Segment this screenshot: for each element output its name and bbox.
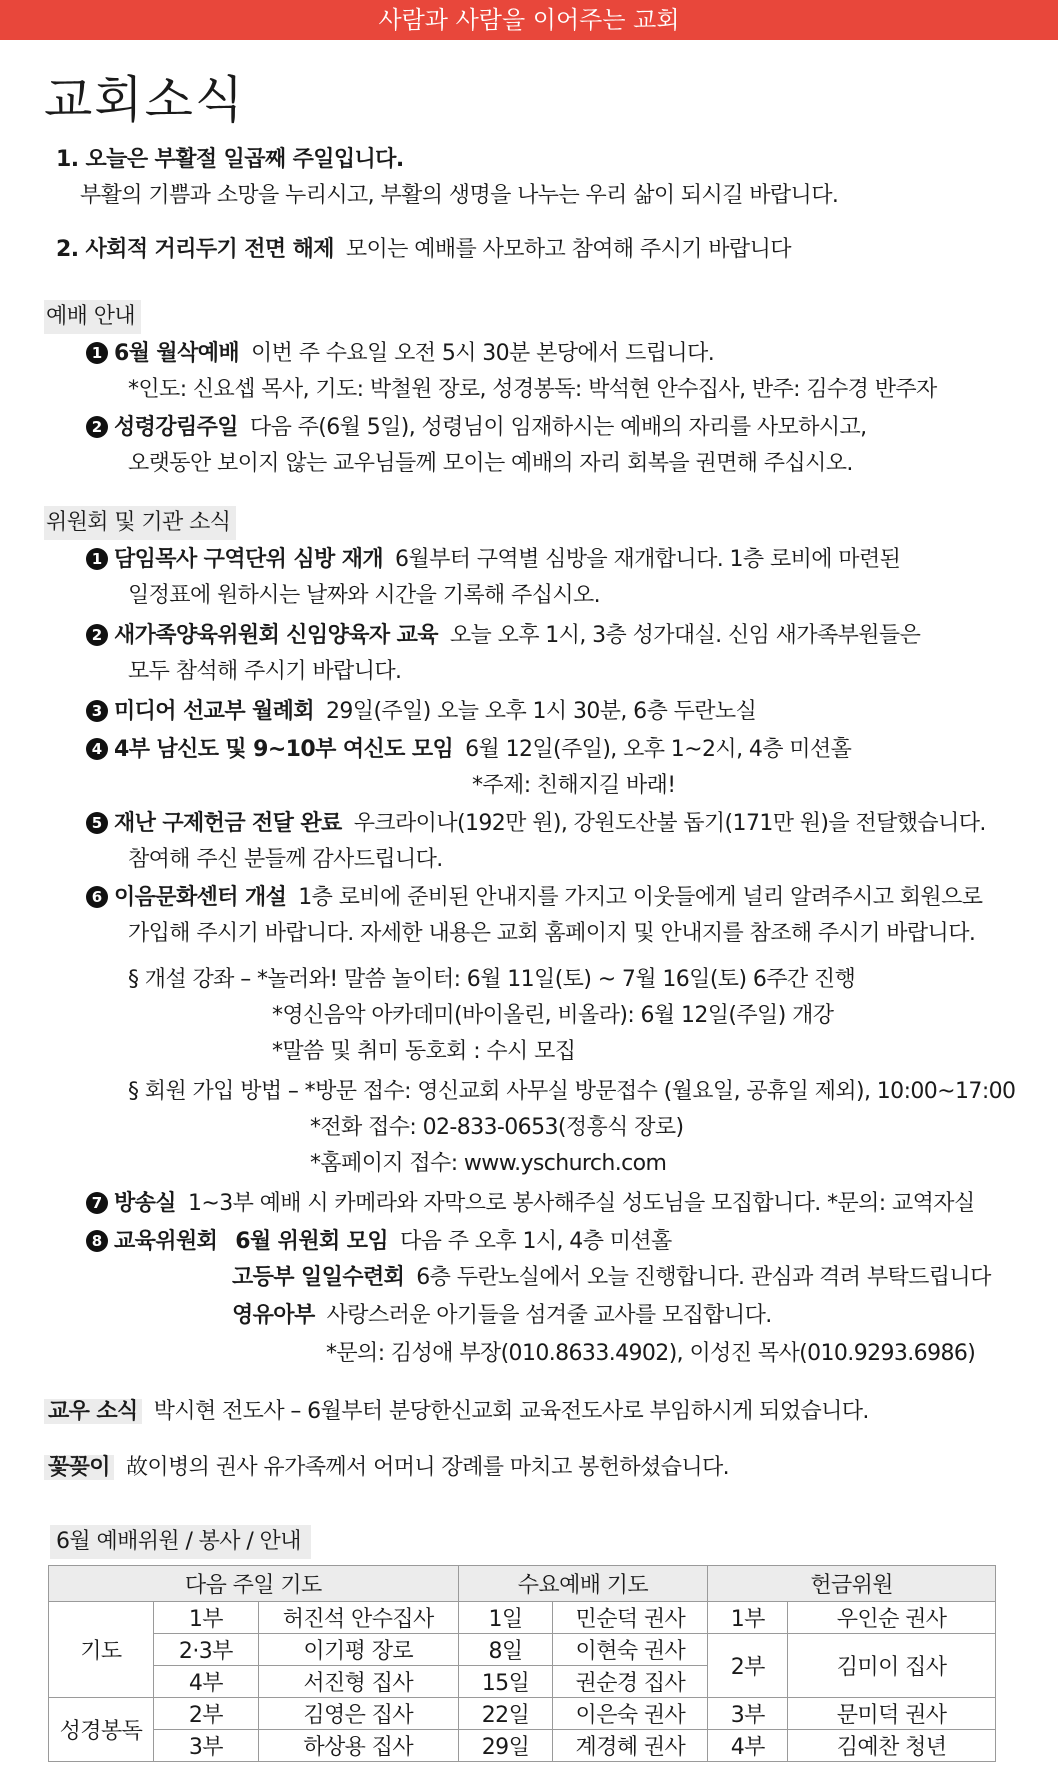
intro-item-2 [56,234,791,266]
course-line-3: *말씀 및 취미 동호회 : 수시 모집 [272,1039,576,1064]
worship-heading: 예배 안내 [44,300,141,334]
number-badge: 2 [86,416,108,438]
number-badge: 7 [86,1192,108,1214]
committee-item-1 [86,544,900,576]
wednesday-day: 22일 [458,1698,553,1730]
wednesday-name: 권순경 집사 [553,1666,708,1698]
sunday-part: 3부 [153,1730,258,1762]
offering-part: 4부 [708,1730,788,1762]
number-badge: 3 [86,700,108,722]
committee-item-3 [86,696,756,728]
committee-item-8-sub2-text: 6층 두란노실에서 오늘 진행합니다. 관심과 격려 부탁드립니다 [416,1265,991,1290]
worship-item-1-detail: *인도: 신요셉 목사, 기도: 박철원 장로, 성경봉독: 박석현 안수집사, 반주: 김수경 반주자 [128,377,937,402]
sunday-name: 김영은 집사 [258,1698,458,1730]
intro-item-2-title: 2. 사회적 거리두기 전면 해제 [56,237,334,262]
number-badge: 1 [86,548,108,570]
sunday-name: 하상용 집사 [258,1730,458,1762]
sunday-name: 이기평 장로 [258,1634,458,1666]
committee-item-8-contact: *문의: 김성애 부장(010.8633.4902), 이성진 목사(010.9293.6986) [326,1341,976,1366]
group-reading: 성경봉독 [49,1698,154,1762]
intro-item-1-title: 1. 오늘은 부활절 일곱째 주일입니다. [56,147,404,172]
offering-part: 2부 [708,1634,788,1698]
flowers-news [44,1452,729,1484]
committee-item-5-title: 재난 구제헌금 전달 완료 [114,811,342,836]
wednesday-name: 이현숙 권사 [553,1634,708,1666]
committee-item-5 [86,808,986,840]
number-badge: 6 [86,886,108,908]
group-prayer: 기도 [49,1602,154,1698]
committee-item-1-title: 담임목사 구역단위 심방 재개 [114,547,384,572]
committee-item-8-sub1-title: 6월 위원회 모임 [235,1229,389,1254]
page-title: 교회소식 [44,71,246,129]
committee-item-8-title: 교육위원회 [114,1229,218,1254]
worship-item-2-text: 다음 주(6월 5일), 성령님이 임재하시는 예배의 자리를 사모하시고, [249,415,867,440]
committee-item-1-text2: 일정표에 원하시는 날짜와 시간을 기록해 주십시오. [128,583,601,608]
offering-part: 1부 [708,1602,788,1634]
flowers-text: 故이병의 권사 유가족께서 어머니 장례를 마치고 봉헌하셨습니다. [125,1455,730,1480]
number-badge: 8 [86,1230,108,1252]
committee-item-2-text2: 모두 참석해 주시기 바랍니다. [128,659,402,684]
committee-item-8-sub2 [232,1262,991,1294]
top-banner: 사람과 사람을 이어주는 교회 [0,0,1058,40]
committee-item-3-title: 미디어 선교부 월례회 [114,699,314,724]
committee-item-6-title: 이음문화센터 개설 [114,885,287,910]
committee-item-4 [86,734,851,766]
committee-item-7-text: 1~3부 예배 시 카메라와 자막으로 봉사해주실 성도님을 모집합니다. *문의: 교역자실 [187,1191,975,1216]
worship-item-2-title: 성령강림주일 [114,415,238,440]
course-line-1: § 개설 강좌 – *놀러와! 말씀 놀이터: 6월 11일(토) ~ 7월 16일(토) 6주간 진행 [128,967,856,992]
sunday-part: 2·3부 [153,1634,258,1666]
offering-name: 김미이 집사 [788,1634,996,1698]
intro-item-2-text: 모이는 예배를 사모하고 참여해 주시기 바랍니다 [345,237,791,262]
worship-item-1 [86,338,714,370]
worship-item-2-text2: 오랫동안 보이지 않는 교우님들께 모이는 예배의 자리 회복을 권면해 주십시오. [128,451,853,476]
committee-item-8-sub3 [232,1300,772,1332]
committee-item-8-sub2-title: 고등부 일일수련회 [232,1265,405,1290]
committee-item-7 [86,1188,975,1220]
table-row [49,1698,996,1730]
wednesday-day: 8일 [458,1634,553,1666]
sunday-part: 1부 [153,1602,258,1634]
wednesday-day: 1일 [458,1602,553,1634]
join-line-3: *홈페이지 접수: www.yschurch.com [310,1151,667,1176]
wednesday-prayer-header: 수요예배 기도 [458,1566,708,1602]
committee-item-1-text: 6월부터 구역별 심방을 재개합니다. 1층 로비에 마련된 [395,547,901,572]
committee-item-2-text: 오늘 오후 1시, 3층 성가대실. 신임 새가족부원들은 [449,623,921,648]
committee-item-4-topic: *주제: 친해지길 바래! [472,773,676,798]
sunday-part: 4부 [153,1666,258,1698]
wednesday-name: 민순덕 권사 [553,1602,708,1634]
table-row [49,1602,996,1634]
committee-item-6-text: 1층 로비에 준비된 안내지를 가지고 이웃들에게 널리 알려주시고 회원으로 [298,885,983,910]
service-table-heading: 6월 예배위원 / 봉사 / 안내 [50,1525,311,1559]
table-header-row [49,1566,996,1602]
wednesday-day: 29일 [458,1730,553,1762]
wednesday-name: 계경혜 권사 [553,1730,708,1762]
wednesday-day: 15일 [458,1666,553,1698]
committee-item-8-sub1-text: 다음 주 오후 1시, 4층 미션홀 [400,1229,672,1254]
committee-item-8-sub3-text: 사랑스러운 아기들을 섬겨줄 교사를 모집합니다. [326,1303,772,1328]
intro-item-1-text: 부활의 기쁨과 소망을 누리시고, 부활의 생명을 나누는 우리 삶이 되시길 바랍니다. [80,183,839,208]
worship-item-1-text: 이번 주 수요일 오전 5시 30분 본당에서 드립니다. [251,341,715,366]
offering-name: 문미덕 권사 [788,1698,996,1730]
wednesday-name: 이은숙 권사 [553,1698,708,1730]
committee-item-2-title: 새가족양육위원회 신임양육자 교육 [114,623,438,648]
committee-item-2 [86,620,920,652]
committee-item-5-text2: 참여해 주신 분들께 감사드립니다. [128,847,443,872]
sunday-name: 허진석 안수집사 [258,1602,458,1634]
sunday-name: 서진형 집사 [258,1666,458,1698]
number-badge: 2 [86,624,108,646]
committee-item-6 [86,882,982,914]
committee-heading: 위원회 및 기관 소식 [44,506,236,540]
worship-item-1-title: 6월 월삭예배 [114,341,240,366]
worship-item-2 [86,412,867,444]
number-badge: 5 [86,812,108,834]
committee-item-8-sub3-title: 영유아부 [232,1303,315,1328]
committee-item-5-text: 우크라이나(192만 원), 강원도산불 돕기(171만 원)을 전달했습니다. [353,811,986,836]
join-line-1: § 회원 가입 방법 – *방문 접수: 영신교회 사무실 방문접수 (월요일, 공휴일 제외), 10:00~17:00 [128,1079,1016,1104]
offering-name: 우인순 권사 [788,1602,996,1634]
committee-item-8 [86,1226,672,1258]
course-line-2: *영신음악 아카데미(바이올린, 비올라): 6월 12일(주일) 개강 [272,1003,834,1028]
table-row [49,1730,996,1762]
table-row [49,1634,996,1666]
flowers-label: 꽃꽂이 [44,1455,114,1480]
offering-header: 헌금위원 [708,1566,996,1602]
member-news-label: 교우 소식 [44,1399,142,1424]
member-news-text: 박시현 전도사 – 6월부터 분당한신교회 교육전도사로 부임하시게 되었습니다. [153,1399,869,1424]
sunday-part: 2부 [153,1698,258,1730]
offering-name: 김예찬 청년 [788,1730,996,1762]
offering-part: 3부 [708,1698,788,1730]
committee-item-4-title: 4부 남신도 및 9~10부 여신도 모임 [114,737,454,762]
join-line-2: *전화 접수: 02-833-0653(정흥식 장로) [310,1115,684,1140]
number-badge: 4 [86,738,108,760]
committee-item-6-text2: 가입해 주시기 바랍니다. 자세한 내용은 교회 홈페이지 및 안내지를 참조해 주시기 바랍니다. [128,921,976,946]
member-news [44,1396,869,1428]
service-table [48,1565,996,1762]
intro-item-1 [56,144,404,176]
committee-item-4-text: 6월 12일(주일), 오후 1~2시, 4층 미션홀 [465,737,852,762]
committee-item-3-text: 29일(주일) 오늘 오후 1시 30분, 6층 두란노실 [326,699,757,724]
number-badge: 1 [86,342,108,364]
sunday-prayer-header: 다음 주일 기도 [49,1566,459,1602]
committee-item-7-title: 방송실 [114,1191,176,1216]
